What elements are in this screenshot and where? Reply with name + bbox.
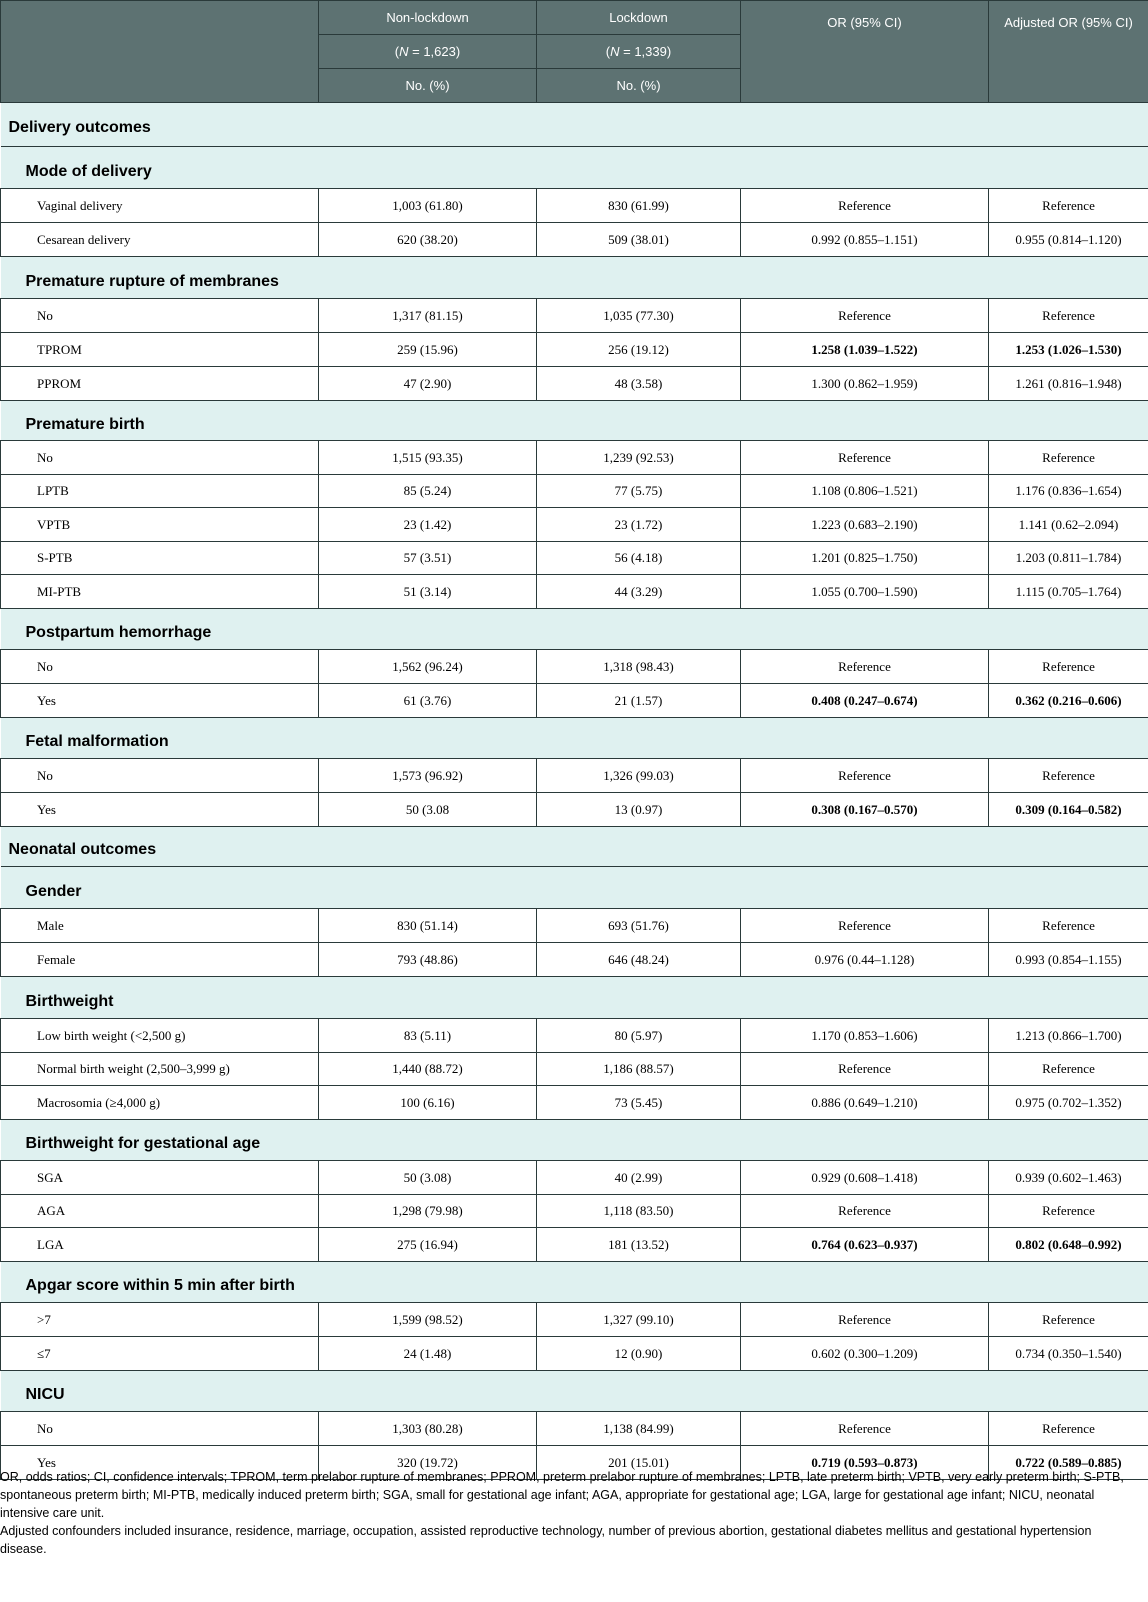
table-row xyxy=(1,684,1148,718)
cell-or: 0.886 (0.649–1.210) xyxy=(741,1086,989,1120)
cell-lockdown: 48 (3.58) xyxy=(537,367,741,401)
row-label: Female xyxy=(1,943,319,977)
cell-non-lockdown: 83 (5.11) xyxy=(319,1019,537,1053)
table-row xyxy=(1,1303,1148,1337)
table-row xyxy=(1,1161,1148,1195)
cell-lockdown: 1,118 (83.50) xyxy=(537,1195,741,1228)
row-label: Normal birth weight (2,500–3,999 g) xyxy=(1,1053,319,1086)
cell-lockdown: 1,326 (99.03) xyxy=(537,759,741,793)
cell-adjusted-or: 1.203 (0.811–1.784) xyxy=(989,542,1148,575)
table-row xyxy=(1,793,1148,827)
row-label: LGA xyxy=(1,1228,319,1262)
cell-non-lockdown: 275 (16.94) xyxy=(319,1228,537,1262)
group-title-apgar-score: Apgar score within 5 min after birth xyxy=(1,1262,1148,1303)
cell-non-lockdown: 24 (1.48) xyxy=(319,1337,537,1371)
cell-adjusted-or: 0.362 (0.216–0.606) xyxy=(989,684,1148,718)
header-adjusted-or xyxy=(989,1,1148,103)
cell-or: Reference xyxy=(741,1053,989,1086)
cell-or: Reference xyxy=(741,1303,989,1337)
cell-or: Reference xyxy=(741,189,989,223)
cell-non-lockdown: 61 (3.76) xyxy=(319,684,537,718)
cell-lockdown: 80 (5.97) xyxy=(537,1019,741,1053)
cell-adjusted-or: 1.115 (0.705–1.764) xyxy=(989,575,1148,609)
row-label: Yes xyxy=(1,793,319,827)
cell-or: 1.108 (0.806–1.521) xyxy=(741,475,989,508)
cell-lockdown: 1,239 (92.53) xyxy=(537,441,741,475)
header-adjusted-or-label: Adjusted OR (95% CI) xyxy=(1004,15,1133,30)
table-row xyxy=(1,1086,1148,1120)
table-row xyxy=(1,1228,1148,1262)
cell-lockdown: 44 (3.29) xyxy=(537,575,741,609)
cell-non-lockdown: 1,317 (81.15) xyxy=(319,299,537,333)
header-lockdown: Lockdown xyxy=(537,1,741,35)
table-row xyxy=(1,943,1148,977)
cell-non-lockdown: 620 (38.20) xyxy=(319,223,537,257)
cell-non-lockdown: 830 (51.14) xyxy=(319,909,537,943)
table-row xyxy=(1,1412,1148,1446)
group-title-birthweight: Birthweight xyxy=(1,977,1148,1019)
cell-lockdown: 13 (0.97) xyxy=(537,793,741,827)
cell-or: Reference xyxy=(741,441,989,475)
cell-non-lockdown: 1,303 (80.28) xyxy=(319,1412,537,1446)
cell-or: 0.308 (0.167–0.570) xyxy=(741,793,989,827)
cell-adjusted-or: Reference xyxy=(989,299,1148,333)
row-label: VPTB xyxy=(1,508,319,542)
header-blank-cell xyxy=(1,1,319,103)
group-title-mode-of-delivery: Mode of delivery xyxy=(1,147,1148,189)
header-n-lockdown: (N = 1,339) xyxy=(537,35,741,69)
group-title-postpartum-hemorrhage: Postpartum hemorrhage xyxy=(1,609,1148,650)
cell-adjusted-or: Reference xyxy=(989,1412,1148,1446)
table-row xyxy=(1,1337,1148,1371)
cell-lockdown: 201 (15.01) xyxy=(537,1446,741,1480)
footnote-abbreviations: OR, odds ratios; CI, confidence intervals; TPROM, term prelabor rupture of membranes; PPROM, preterm prelabor rupture of membranes; LPTB, late preterm birth; VPTB, very early preterm birth; S-PTB, spontaneous preterm birth; MI-PTB, medically induced preterm birth; SGA, small for gestational age infant; AGA, appropriate for gestational age; LGA, large for gestational age infant; NICU, neonatal intensive care unit. xyxy=(0,1470,1124,1520)
cell-non-lockdown: 23 (1.42) xyxy=(319,508,537,542)
table-row xyxy=(1,575,1148,609)
cell-adjusted-or: 1.253 (1.026–1.530) xyxy=(989,333,1148,367)
cell-adjusted-or: Reference xyxy=(989,441,1148,475)
table-row xyxy=(1,650,1148,684)
table-footnotes xyxy=(0,1468,1140,1558)
cell-or: 1.223 (0.683–2.190) xyxy=(741,508,989,542)
cell-non-lockdown: 259 (15.96) xyxy=(319,333,537,367)
row-label: ≤7 xyxy=(1,1337,319,1371)
table-row xyxy=(1,367,1148,401)
table-row xyxy=(1,909,1148,943)
cell-adjusted-or: Reference xyxy=(989,650,1148,684)
section-neonatal-outcomes: Neonatal outcomes xyxy=(1,827,1148,867)
cell-or: Reference xyxy=(741,759,989,793)
cell-adjusted-or: 0.309 (0.164–0.582) xyxy=(989,793,1148,827)
table-row xyxy=(1,333,1148,367)
cell-adjusted-or: 0.955 (0.814–1.120) xyxy=(989,223,1148,257)
cell-lockdown: 23 (1.72) xyxy=(537,508,741,542)
cell-non-lockdown: 50 (3.08) xyxy=(319,1161,537,1195)
cell-lockdown: 181 (13.52) xyxy=(537,1228,741,1262)
cell-non-lockdown: 793 (48.86) xyxy=(319,943,537,977)
group-title-premature-rupture: Premature rupture of membranes xyxy=(1,257,1148,299)
cell-or: 1.300 (0.862–1.959) xyxy=(741,367,989,401)
cell-or: Reference xyxy=(741,1412,989,1446)
cell-or: 0.929 (0.608–1.418) xyxy=(741,1161,989,1195)
row-label: SGA xyxy=(1,1161,319,1195)
header-subcol-lockdown: No. (%) xyxy=(537,69,741,103)
cell-adjusted-or: 0.802 (0.648–0.992) xyxy=(989,1228,1148,1262)
row-label: Low birth weight (<2,500 g) xyxy=(1,1019,319,1053)
cell-or: Reference xyxy=(741,909,989,943)
table-row xyxy=(1,189,1148,223)
row-label: S-PTB xyxy=(1,542,319,575)
cell-lockdown: 1,138 (84.99) xyxy=(537,1412,741,1446)
cell-or: Reference xyxy=(741,650,989,684)
header-or xyxy=(741,1,989,103)
table-row xyxy=(1,475,1148,508)
cell-adjusted-or: 0.975 (0.702–1.352) xyxy=(989,1086,1148,1120)
cell-lockdown: 256 (19.12) xyxy=(537,333,741,367)
cell-or: 1.201 (0.825–1.750) xyxy=(741,542,989,575)
row-label: Cesarean delivery xyxy=(1,223,319,257)
cell-lockdown: 509 (38.01) xyxy=(537,223,741,257)
cell-lockdown: 693 (51.76) xyxy=(537,909,741,943)
group-title-gender: Gender xyxy=(1,867,1148,909)
row-label: TPROM xyxy=(1,333,319,367)
row-label: No xyxy=(1,441,319,475)
header-subcol-non-lockdown: No. (%) xyxy=(319,69,537,103)
row-label: LPTB xyxy=(1,475,319,508)
header-n-non-lockdown: (N = 1,623) xyxy=(319,35,537,69)
cell-adjusted-or: 0.993 (0.854–1.155) xyxy=(989,943,1148,977)
table-row xyxy=(1,223,1148,257)
row-label: Macrosomia (≥4,000 g) xyxy=(1,1086,319,1120)
cell-or: 1.055 (0.700–1.590) xyxy=(741,575,989,609)
cell-or: 0.992 (0.855–1.151) xyxy=(741,223,989,257)
table-row xyxy=(1,441,1148,475)
cell-adjusted-or: 1.141 (0.62–2.094) xyxy=(989,508,1148,542)
cell-adjusted-or: Reference xyxy=(989,189,1148,223)
cell-adjusted-or: Reference xyxy=(989,1303,1148,1337)
row-label: Yes xyxy=(1,684,319,718)
cell-non-lockdown: 1,298 (79.98) xyxy=(319,1195,537,1228)
cell-lockdown: 1,186 (88.57) xyxy=(537,1053,741,1086)
cell-or: 0.764 (0.623–0.937) xyxy=(741,1228,989,1262)
table-row xyxy=(1,1195,1148,1228)
cell-or: 0.602 (0.300–1.209) xyxy=(741,1337,989,1371)
cell-lockdown: 56 (4.18) xyxy=(537,542,741,575)
cell-or: 0.408 (0.247–0.674) xyxy=(741,684,989,718)
cell-lockdown: 12 (0.90) xyxy=(537,1337,741,1371)
cell-non-lockdown: 1,515 (93.35) xyxy=(319,441,537,475)
cell-adjusted-or: Reference xyxy=(989,1053,1148,1086)
cell-or: Reference xyxy=(741,1195,989,1228)
cell-lockdown: 21 (1.57) xyxy=(537,684,741,718)
cell-non-lockdown: 50 (3.08 xyxy=(319,793,537,827)
cell-lockdown: 646 (48.24) xyxy=(537,943,741,977)
row-label: No xyxy=(1,759,319,793)
group-title-premature-birth: Premature birth xyxy=(1,401,1148,441)
cell-adjusted-or: Reference xyxy=(989,759,1148,793)
cell-adjusted-or: Reference xyxy=(989,1195,1148,1228)
row-label: Male xyxy=(1,909,319,943)
table-row xyxy=(1,1019,1148,1053)
cell-lockdown: 77 (5.75) xyxy=(537,475,741,508)
cell-non-lockdown: 51 (3.14) xyxy=(319,575,537,609)
row-label: AGA xyxy=(1,1195,319,1228)
group-title-nicu: NICU xyxy=(1,1371,1148,1412)
cell-lockdown: 73 (5.45) xyxy=(537,1086,741,1120)
table-row xyxy=(1,299,1148,333)
footnote-adjusted-confounders: Adjusted confounders included insurance, residence, marriage, occupation, assisted reproductive technology, number of previous abortion, gestational diabetes mellitus and gestational hypertension disease. xyxy=(0,1524,1092,1556)
cell-adjusted-or: 0.722 (0.589–0.885) xyxy=(989,1446,1148,1480)
cell-or: 1.258 (1.039–1.522) xyxy=(741,333,989,367)
header-or-label: OR (95% CI) xyxy=(827,15,902,30)
cell-lockdown: 1,327 (99.10) xyxy=(537,1303,741,1337)
cell-adjusted-or: 0.734 (0.350–1.540) xyxy=(989,1337,1148,1371)
cell-adjusted-or: Reference xyxy=(989,909,1148,943)
cell-lockdown: 40 (2.99) xyxy=(537,1161,741,1195)
row-label: Yes xyxy=(1,1446,319,1480)
cell-lockdown: 830 (61.99) xyxy=(537,189,741,223)
cell-adjusted-or: 1.261 (0.816–1.948) xyxy=(989,367,1148,401)
row-label: Vaginal delivery xyxy=(1,189,319,223)
cell-non-lockdown: 100 (6.16) xyxy=(319,1086,537,1120)
group-title-birthweight-gestational-age: Birthweight for gestational age xyxy=(1,1120,1148,1161)
cell-non-lockdown: 1,599 (98.52) xyxy=(319,1303,537,1337)
row-label: No xyxy=(1,650,319,684)
cell-non-lockdown: 85 (5.24) xyxy=(319,475,537,508)
group-title-fetal-malformation: Fetal malformation xyxy=(1,718,1148,759)
row-label: >7 xyxy=(1,1303,319,1337)
cell-or: 0.976 (0.44–1.128) xyxy=(741,943,989,977)
header-non-lockdown: Non-lockdown xyxy=(319,1,537,35)
cell-non-lockdown: 1,003 (61.80) xyxy=(319,189,537,223)
row-label: MI-PTB xyxy=(1,575,319,609)
table-row xyxy=(1,542,1148,575)
cell-non-lockdown: 320 (19.72) xyxy=(319,1446,537,1480)
table-row xyxy=(1,759,1148,793)
section-delivery-outcomes: Delivery outcomes xyxy=(1,103,1148,147)
cell-non-lockdown: 57 (3.51) xyxy=(319,542,537,575)
cell-adjusted-or: 1.176 (0.836–1.654) xyxy=(989,475,1148,508)
row-label: No xyxy=(1,1412,319,1446)
cell-lockdown: 1,318 (98.43) xyxy=(537,650,741,684)
cell-non-lockdown: 47 (2.90) xyxy=(319,367,537,401)
cell-non-lockdown: 1,573 (96.92) xyxy=(319,759,537,793)
cell-non-lockdown: 1,440 (88.72) xyxy=(319,1053,537,1086)
table-row xyxy=(1,508,1148,542)
cell-adjusted-or: 0.939 (0.602–1.463) xyxy=(989,1161,1148,1195)
cell-or: Reference xyxy=(741,299,989,333)
cell-adjusted-or: 1.213 (0.866–1.700) xyxy=(989,1019,1148,1053)
cell-non-lockdown: 1,562 (96.24) xyxy=(319,650,537,684)
row-label: PPROM xyxy=(1,367,319,401)
cell-or: 0.719 (0.593–0.873) xyxy=(741,1446,989,1480)
table-row xyxy=(1,1053,1148,1086)
cell-or: 1.170 (0.853–1.606) xyxy=(741,1019,989,1053)
cell-lockdown: 1,035 (77.30) xyxy=(537,299,741,333)
row-label: No xyxy=(1,299,319,333)
